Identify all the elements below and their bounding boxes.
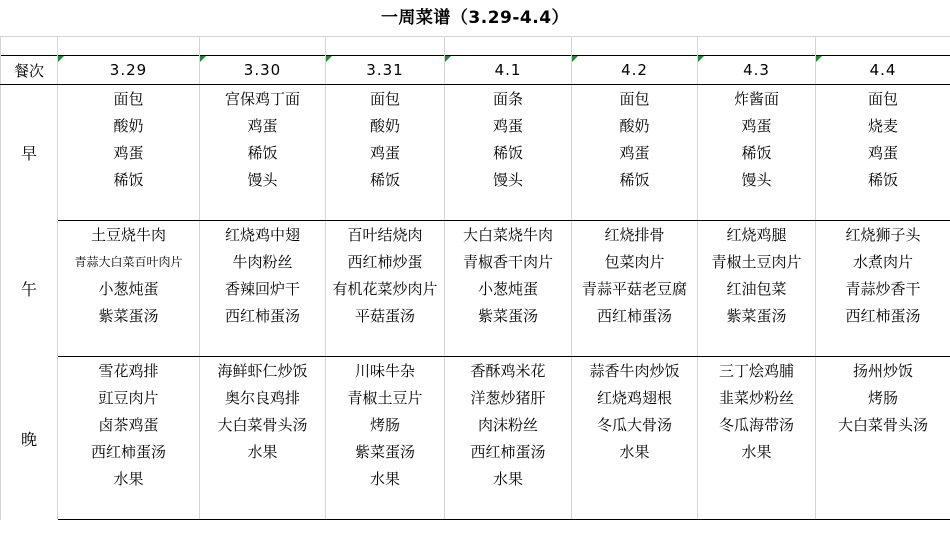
date-header: 3.31 xyxy=(326,56,445,85)
dish-cell xyxy=(572,329,698,357)
menu-row xyxy=(1,384,950,411)
dish-cell: 西红柿蛋汤 xyxy=(58,438,200,465)
dish-cell xyxy=(58,329,200,357)
dish-cell: 三丁烩鸡脯 xyxy=(698,357,816,385)
dish-cell: 豇豆肉片 xyxy=(58,384,200,411)
dish-cell: 小葱炖蛋 xyxy=(445,275,572,302)
menu-row xyxy=(1,139,950,166)
dish-cell: 肉沫粉丝 xyxy=(445,411,572,438)
dish-cell: 酸奶 xyxy=(58,112,200,139)
dish-cell: 稀饭 xyxy=(445,139,572,166)
dish-cell: 香辣回炉干 xyxy=(200,275,326,302)
menu-row xyxy=(1,221,950,249)
dish-cell xyxy=(200,329,326,357)
menu-row xyxy=(1,248,950,275)
dish-cell: 扬州炒饭 xyxy=(816,357,950,385)
dish-cell: 土豆烧牛肉 xyxy=(58,221,200,249)
dish-cell xyxy=(816,438,950,465)
menu-row xyxy=(1,275,950,302)
dish-cell: 小葱炖蛋 xyxy=(58,275,200,302)
dish-cell: 面包 xyxy=(816,85,950,113)
menu-row xyxy=(1,112,950,139)
dish-cell xyxy=(572,492,698,520)
dish-cell: 馒头 xyxy=(698,166,816,193)
menu-row xyxy=(1,438,950,465)
dish-cell: 面包 xyxy=(326,85,445,113)
meal-label: 午 xyxy=(1,221,58,357)
dish-cell: 稀饭 xyxy=(816,166,950,193)
dish-cell: 水果 xyxy=(58,465,200,492)
date-header: 4.1 xyxy=(445,56,572,85)
date-header: 4.4 xyxy=(816,56,950,85)
menu-row xyxy=(1,302,950,329)
dish-cell: 水果 xyxy=(200,438,326,465)
dish-cell xyxy=(445,193,572,221)
dish-cell xyxy=(200,492,326,520)
menu-row xyxy=(1,411,950,438)
date-header: 3.30 xyxy=(200,56,326,85)
dish-cell: 稀饭 xyxy=(698,139,816,166)
dish-cell: 炸酱面 xyxy=(698,85,816,113)
dish-cell: 平菇蛋汤 xyxy=(326,302,445,329)
dish-cell: 青蒜平菇老豆腐 xyxy=(572,275,698,302)
meal-column-header: 餐次 xyxy=(1,56,58,85)
menu-row xyxy=(1,465,950,492)
dish-cell: 西红柿蛋汤 xyxy=(200,302,326,329)
dish-cell: 紫菜蛋汤 xyxy=(58,302,200,329)
meal-label: 晚 xyxy=(1,357,58,520)
dish-cell: 水果 xyxy=(326,465,445,492)
menu-row xyxy=(1,357,950,385)
date-header: 4.3 xyxy=(698,56,816,85)
dish-cell xyxy=(816,492,950,520)
dish-cell: 水果 xyxy=(698,438,816,465)
dish-cell: 西红柿蛋汤 xyxy=(572,302,698,329)
dish-cell: 青椒土豆肉片 xyxy=(698,248,816,275)
comment-marker-icon xyxy=(200,56,206,62)
dish-cell: 大白菜骨头汤 xyxy=(816,411,950,438)
dish-cell xyxy=(572,193,698,221)
dish-cell: 红烧鸡腿 xyxy=(698,221,816,249)
dish-cell: 紫菜蛋汤 xyxy=(445,302,572,329)
date-header: 4.2 xyxy=(572,56,698,85)
dish-cell: 大白菜骨头汤 xyxy=(200,411,326,438)
dish-cell: 百叶结烧肉 xyxy=(326,221,445,249)
dish-cell: 西红柿蛋汤 xyxy=(816,302,950,329)
dish-cell: 青椒香干肉片 xyxy=(445,248,572,275)
dish-cell xyxy=(200,193,326,221)
dish-cell: 奥尔良鸡排 xyxy=(200,384,326,411)
menu-title: 一周菜谱（3.29-4.4） xyxy=(380,8,570,28)
comment-marker-icon xyxy=(445,56,451,62)
comment-marker-icon xyxy=(816,56,822,62)
dish-cell: 烧麦 xyxy=(816,112,950,139)
dish-cell: 鸡蛋 xyxy=(572,139,698,166)
dish-cell: 蒜香牛肉炒饭 xyxy=(572,357,698,385)
dish-cell: 红烧狮子头 xyxy=(816,221,950,249)
weekly-menu-table xyxy=(0,36,950,520)
dish-cell: 西红柿蛋汤 xyxy=(445,438,572,465)
comment-marker-icon xyxy=(698,56,704,62)
dish-cell xyxy=(326,193,445,221)
dish-cell: 酸奶 xyxy=(326,112,445,139)
menu-row xyxy=(1,492,950,520)
dish-cell: 雪花鸡排 xyxy=(58,357,200,385)
menu-row xyxy=(1,329,950,357)
dish-cell xyxy=(816,193,950,221)
dish-cell xyxy=(572,465,698,492)
menu-row xyxy=(1,166,950,193)
menu-row xyxy=(1,85,950,113)
dish-cell: 面条 xyxy=(445,85,572,113)
dish-cell: 稀饭 xyxy=(58,166,200,193)
dish-cell: 稀饭 xyxy=(326,166,445,193)
dish-cell: 紫菜蛋汤 xyxy=(698,302,816,329)
dish-cell: 有机花菜炒肉片 xyxy=(326,275,445,302)
dish-cell: 大白菜烧牛肉 xyxy=(445,221,572,249)
dish-cell: 鸡蛋 xyxy=(445,112,572,139)
comment-marker-icon xyxy=(326,56,332,62)
dish-cell xyxy=(326,492,445,520)
dish-cell: 水果 xyxy=(445,465,572,492)
dish-cell: 青椒土豆片 xyxy=(326,384,445,411)
dish-cell: 鸡蛋 xyxy=(816,139,950,166)
dish-cell xyxy=(445,492,572,520)
dish-cell: 水煮肉片 xyxy=(816,248,950,275)
dish-cell: 烤肠 xyxy=(816,384,950,411)
meal-label: 早 xyxy=(1,85,58,221)
dish-cell xyxy=(58,492,200,520)
dish-cell: 红油包菜 xyxy=(698,275,816,302)
dish-cell: 川味牛杂 xyxy=(326,357,445,385)
comment-marker-icon xyxy=(58,56,64,62)
comment-marker-icon xyxy=(572,56,578,62)
dish-cell: 馒头 xyxy=(445,166,572,193)
dish-cell: 馒头 xyxy=(200,166,326,193)
dish-cell xyxy=(58,193,200,221)
dish-cell: 面包 xyxy=(58,85,200,113)
dish-cell xyxy=(816,465,950,492)
dish-cell: 冬瓜海带汤 xyxy=(698,411,816,438)
dish-cell: 鸡蛋 xyxy=(200,112,326,139)
dish-cell: 红烧鸡翅根 xyxy=(572,384,698,411)
dish-cell: 海鲜虾仁炒饭 xyxy=(200,357,326,385)
dish-cell: 青蒜大白菜百叶肉片 xyxy=(58,248,200,275)
dish-cell: 洋葱炒猪肝 xyxy=(445,384,572,411)
dish-cell: 香酥鸡米花 xyxy=(445,357,572,385)
dish-cell: 韭菜炒粉丝 xyxy=(698,384,816,411)
dish-cell: 冬瓜大骨汤 xyxy=(572,411,698,438)
dish-cell: 宫保鸡丁面 xyxy=(200,85,326,113)
dish-cell xyxy=(200,465,326,492)
dish-cell: 面包 xyxy=(572,85,698,113)
dish-cell: 红烧排骨 xyxy=(572,221,698,249)
dish-cell: 红烧鸡中翅 xyxy=(200,221,326,249)
dish-cell xyxy=(698,492,816,520)
dish-cell xyxy=(326,329,445,357)
dish-cell: 卤茶鸡蛋 xyxy=(58,411,200,438)
dish-cell: 鸡蛋 xyxy=(326,139,445,166)
dish-cell: 西红柿炒蛋 xyxy=(326,248,445,275)
dish-cell: 青蒜炒香干 xyxy=(816,275,950,302)
dish-cell: 包菜肉片 xyxy=(572,248,698,275)
dish-cell: 牛肉粉丝 xyxy=(200,248,326,275)
dish-cell xyxy=(698,465,816,492)
dish-cell: 水果 xyxy=(572,438,698,465)
dish-cell xyxy=(445,329,572,357)
dish-cell: 烤肠 xyxy=(326,411,445,438)
dish-cell: 鸡蛋 xyxy=(58,139,200,166)
dish-cell: 鸡蛋 xyxy=(698,112,816,139)
dish-cell xyxy=(698,329,816,357)
header-row xyxy=(1,56,950,85)
dish-cell: 稀饭 xyxy=(572,166,698,193)
menu-row xyxy=(1,193,950,221)
dish-cell: 酸奶 xyxy=(572,112,698,139)
dish-cell xyxy=(816,329,950,357)
dish-cell: 紫菜蛋汤 xyxy=(326,438,445,465)
spacer-row xyxy=(1,37,950,56)
dish-cell: 稀饭 xyxy=(200,139,326,166)
dish-cell xyxy=(698,193,816,221)
date-header: 3.29 xyxy=(58,56,200,85)
